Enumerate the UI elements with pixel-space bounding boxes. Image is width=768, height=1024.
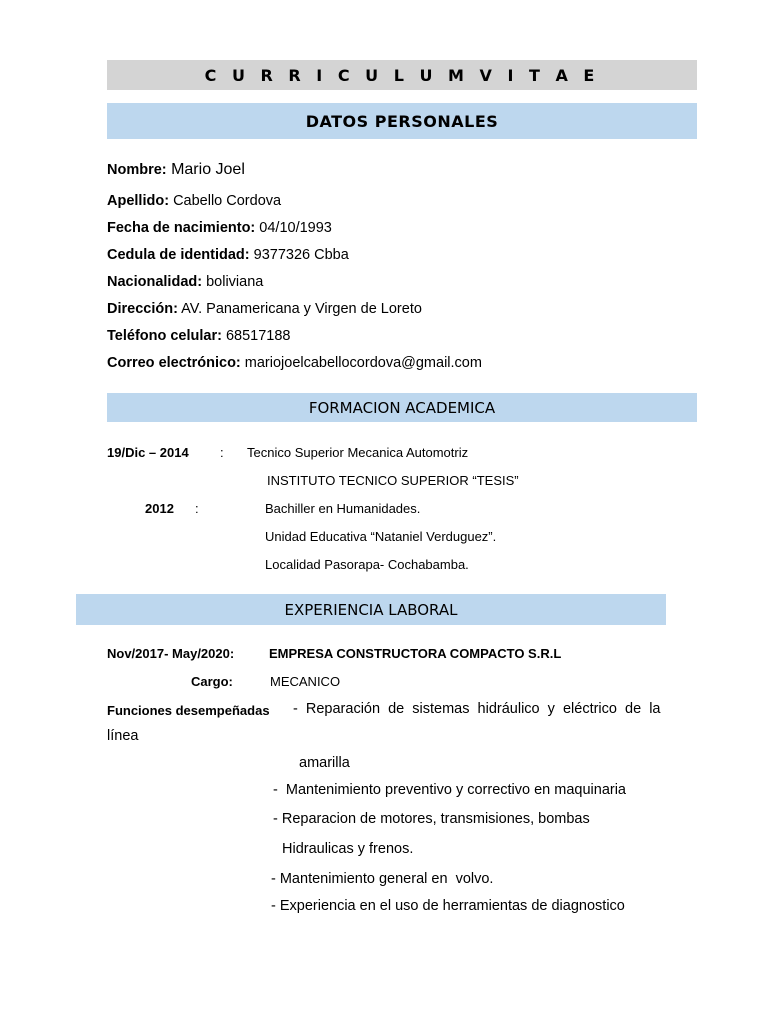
function-item: - Reparación de sistemas hidráulico y eléctrico de la: [293, 701, 661, 717]
personal-row-surname: [107, 193, 281, 209]
education-colon: :: [220, 445, 224, 460]
section-experience-header: EXPERIENCIA LABORAL: [76, 594, 666, 625]
personal-row-name: [107, 161, 245, 179]
education-institution: INSTITUTO TECNICO SUPERIOR “TESIS”: [267, 473, 519, 488]
experience-cargo-label: Cargo:: [191, 674, 233, 689]
personal-row-birthdate: [107, 220, 332, 236]
personal-value: 9377326 Cbba: [253, 247, 349, 263]
education-institution: Unidad Educativa “Nataniel Verduguez”.: [265, 529, 497, 544]
experience-company: EMPRESA CONSTRUCTORA COMPACTO S.R.L: [269, 646, 562, 661]
personal-row-id: [107, 247, 349, 263]
personal-value: AV. Panamericana y Virgen de Loreto: [181, 301, 422, 317]
function-item-continuation: Hidraulicas y frenos.: [282, 841, 414, 857]
personal-value: Mario Joel: [171, 161, 245, 178]
function-item: - Mantenimiento general en volvo.: [271, 871, 494, 887]
education-date: 2012: [145, 501, 174, 516]
function-item-continuation: amarilla: [299, 755, 350, 771]
function-item-wrap: línea: [107, 728, 139, 744]
function-item: - Reparacion de motores, transmisiones, bombas: [273, 811, 590, 827]
personal-label: Nacionalidad:: [107, 274, 203, 290]
function-item: - Experiencia en el uso de herramientas de diagnostico: [271, 898, 625, 914]
education-title: Bachiller en Humanidades.: [265, 501, 421, 516]
personal-row-nationality: [107, 274, 263, 290]
personal-row-email: [107, 355, 482, 371]
education-title: Tecnico Superior Mecanica Automotriz: [247, 445, 469, 460]
experience-functions-label: Funciones desempeñadas: [107, 703, 270, 718]
personal-row-phone: [107, 328, 291, 344]
experience-cargo-value: MECANICO: [270, 674, 341, 689]
section-education-header: FORMACION ACADEMICA: [107, 393, 697, 422]
personal-label: Nombre:: [107, 162, 167, 178]
personal-label: Correo electrónico:: [107, 355, 241, 371]
personal-label: Teléfono celular:: [107, 328, 222, 344]
personal-label: Dirección:: [107, 301, 178, 317]
personal-value: 04/10/1993: [259, 220, 332, 236]
personal-label: Fecha de nacimiento:: [107, 220, 256, 236]
experience-period: Nov/2017- May/2020:: [107, 646, 235, 661]
personal-label: Apellido:: [107, 193, 170, 209]
education-date: 19/Dic – 2014: [107, 445, 189, 460]
personal-value: Cabello Cordova: [173, 193, 282, 209]
personal-value: boliviana: [206, 274, 264, 290]
personal-value: 68517188: [225, 328, 291, 344]
personal-value: mariojoelcabellocordova@gmail.com: [244, 355, 482, 371]
section-personal-header: DATOS PERSONALES: [107, 103, 697, 139]
personal-label: Cedula de identidad:: [107, 247, 250, 263]
education-colon: :: [195, 501, 199, 516]
personal-row-address: [107, 301, 422, 317]
function-item: - Mantenimiento preventivo y correctivo en maquinaria: [273, 782, 626, 798]
cv-title: C U R R I C U L U M V I T A E: [107, 60, 697, 90]
education-location: Localidad Pasorapa- Cochabamba.: [265, 557, 469, 572]
